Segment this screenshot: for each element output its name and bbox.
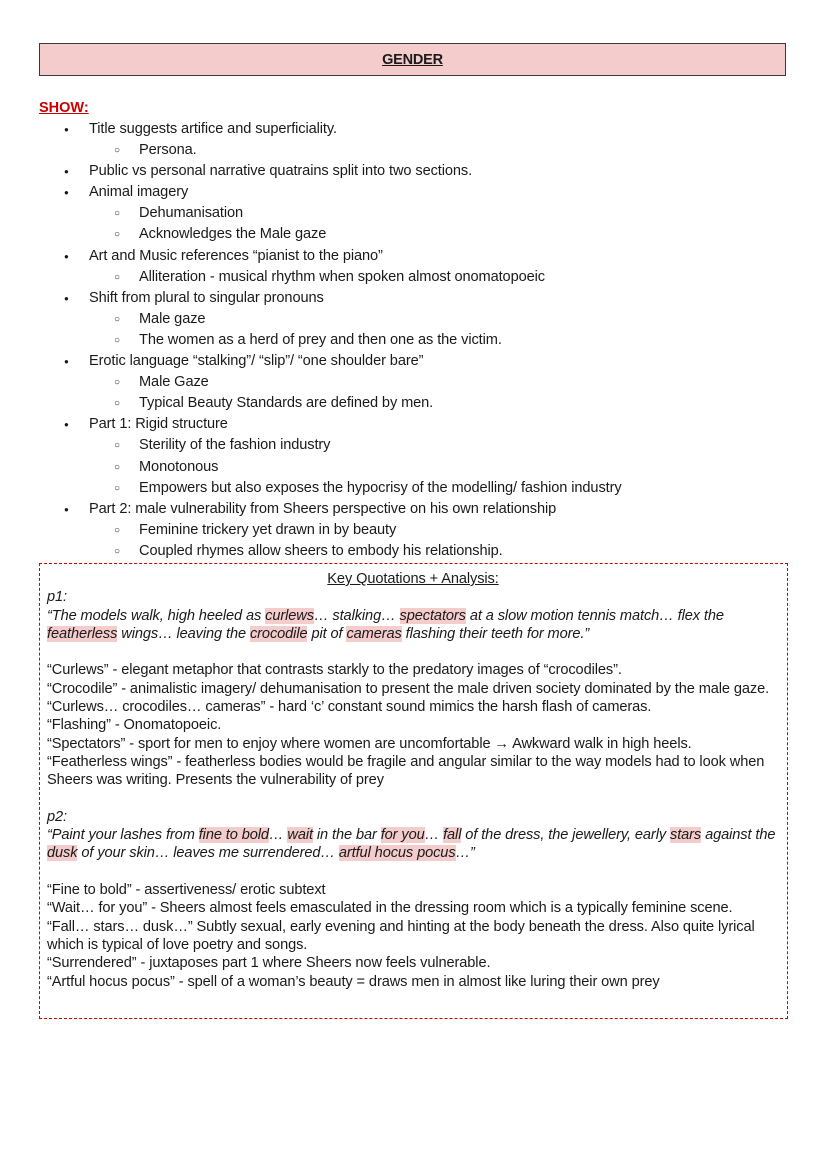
key-quotations-title: Key Quotations + Analysis: [327,571,499,587]
sub-bullet-item: ○ Feminine trickery yet drawn in by beauty [39,520,622,541]
quote-text: …” [455,845,475,862]
sub-bullet-item: ○ Coupled rhymes allow sheers to embody his relationship. [39,541,622,562]
quote-text: of your skin… leaves me surrendered… [77,845,339,862]
title-banner [39,43,786,76]
quote-text: … stalking… [313,607,400,624]
highlighted-word: fall [443,827,462,844]
highlighted-word: dusk [47,845,78,862]
highlighted-word: featherless [47,625,118,642]
quote-text: of the dress, the jewellery, early [461,827,670,844]
sub-bullet-item: ○ Male gaze [39,309,622,330]
quote-text: against the [701,827,776,844]
highlighted-word: crocodile [249,625,308,642]
sub-bullet-item: ○ Dehumanisation [39,203,622,224]
show-bullet-list [39,119,622,562]
quote-text: … [424,827,444,844]
p1-quote [47,607,779,644]
sub-bullet-item: ○ The women as a herd of prey and then one as the victim. [39,330,622,351]
sub-bullet-item: ○ Sterility of the fashion industry [39,435,622,456]
highlighted-word: stars [670,827,702,844]
analysis-line: “Wait… for you” - Sheers almost feels emasculated in the dressing room which is a typically feminine scene. [47,900,733,917]
quote-text: in the bar [312,827,381,844]
highlighted-word: wait [287,827,313,844]
analysis-line: “Fall… stars… dusk…” Subtly sexual, early evening and hinting at the body beneath the dress. Also quite lyrical which is typical of love poetry and songs. [47,918,755,953]
p2-label: p2: [47,808,67,825]
bullet-item: ● Part 2: male vulnerability from Sheers perspective on his own relationship [39,499,622,520]
analysis-line: “Artful hocus pocus” - spell of a woman’s beauty = draws men in almost like luring their own prey [47,973,660,990]
quote-text: “Paint your lashes from [47,827,199,844]
highlighted-word: curlews [265,607,314,624]
sub-bullet-item: ○ Typical Beauty Standards are defined by men. [39,393,622,414]
p2-analysis [47,881,779,991]
spacer [47,643,779,661]
highlighted-word: spectators [399,607,466,624]
bullet-item: ● Shift from plural to singular pronouns [39,288,622,309]
highlighted-word: for you [380,827,425,844]
analysis-line: “Featherless wings” - featherless bodies would be fragile and angular similar to the way models had to look when Sheers was writing. Presents the vulnerability of prey [47,753,765,789]
highlighted-word: artful hocus pocus [338,845,456,862]
quote-text: pit of [307,625,347,642]
key-quotations-box [39,563,788,1019]
sub-bullet-item: ○ Male Gaze [39,372,622,393]
p1-analysis [47,661,779,789]
sub-bullet-item: ○ Monotonous [39,457,622,478]
bullet-item: ● Art and Music references “pianist to the piano” [39,246,622,267]
sub-bullet-item: ○ Alliteration - musical rhythm when spoken almost onomatopoeic [39,267,622,288]
quote-text: flashing their teeth for more.” [401,625,590,642]
highlighted-word: fine to bold [198,827,269,844]
analysis-line: “Curlews” - elegant metaphor that contrasts starkly to the predatory images of “crocodiles”. [47,662,622,679]
quote-text: at a slow motion tennis match… flex the [465,607,724,624]
analysis-line: “Spectators” - sport for men to enjoy where women are uncomfortable → Awkward walk in high heels. [47,735,692,752]
bullet-item: ● Title suggests artifice and superficiality. [39,119,622,140]
document-title: GENDER [382,51,443,68]
bullet-item: ● Animal imagery [39,182,622,203]
bullet-item: ● Public vs personal narrative quatrains split into two sections. [39,161,622,182]
spacer [47,863,779,881]
quote-text: “The models walk, high heeled as [47,607,266,624]
quote-text: … [268,827,288,844]
spacer [47,790,779,808]
p1-label: p1: [47,589,67,606]
p2-quote [47,826,779,863]
highlighted-word: cameras [346,625,402,642]
analysis-line: “Fine to bold” - assertiveness/ erotic subtext [47,882,326,899]
bullet-item: ● Part 1: Rigid structure [39,414,622,435]
sub-bullet-item: ○ Empowers but also exposes the hypocrisy of the modelling/ fashion industry [39,478,622,499]
quote-text: wings… leaving the [117,625,250,642]
sub-bullet-item: ○ Acknowledges the Male gaze [39,224,622,245]
analysis-line: “Curlews… crocodiles… cameras” - hard ‘c’ constant sound mimics the harsh flash of cameras. [47,699,652,716]
analysis-line: “Flashing” - Onomatopoeic. [47,717,222,734]
sub-bullet-item: ○ Persona. [39,140,622,161]
bullet-item: ● Erotic language “stalking”/ “slip”/ “one shoulder bare” [39,351,622,372]
analysis-line: “Surrendered” - juxtaposes part 1 where Sheers now feels vulnerable. [47,955,491,972]
show-heading: SHOW: [39,100,89,116]
analysis-line: “Crocodile” - animalistic imagery/ dehumanisation to present the male driven society dominated by the male gaze. [47,680,770,697]
